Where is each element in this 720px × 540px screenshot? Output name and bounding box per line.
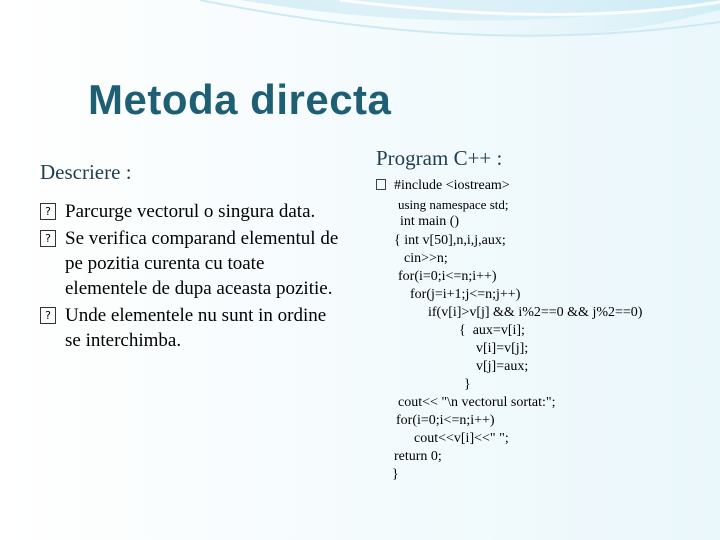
- box-bullet-icon: ?: [40, 203, 56, 220]
- code-line: for(i=0;i<=n;i++): [396, 413, 495, 428]
- box-bullet-icon: ?: [40, 307, 56, 324]
- code-line: using namespace std;: [398, 197, 509, 212]
- code-line: for(j=i+1;j<=n;j++): [410, 287, 521, 302]
- code-line: v[j]=aux;: [476, 359, 529, 374]
- code-line: { int v[50],n,i,j,aux;: [394, 233, 506, 248]
- code-line: int main (): [400, 214, 460, 229]
- description-heading: Descriere :: [40, 160, 132, 184]
- code-line: cout<< "\n vectorul sortat:";: [398, 395, 556, 410]
- code-line: v[i]=v[j];: [476, 341, 529, 356]
- code-line: if(v[i]>v[j] && i%2==0 && j%2==0): [428, 305, 643, 320]
- code-line: cin>>n;: [404, 251, 448, 266]
- code-line: cout<<v[i]<<" ";: [414, 431, 509, 446]
- bullet-text: Parcurge vectorul o singura data.: [65, 201, 316, 222]
- slide-title: Metoda directa: [88, 76, 392, 123]
- code-line: return 0;: [394, 449, 442, 464]
- code-line: }: [392, 467, 399, 482]
- code-line: { aux=v[i];: [459, 323, 525, 338]
- code-line: for(i=0;i<=n;i++): [398, 269, 497, 284]
- include-text: #include <iostream>: [394, 178, 510, 193]
- box-bullet-icon: ?: [40, 230, 56, 247]
- bullet-text: Se verifica comparand elementul de pe pozitia curenta cu toate elementele de dupa aceasta pozitie.: [65, 228, 339, 299]
- program-heading: Program C++ :: [376, 146, 503, 170]
- code-line: }: [464, 377, 471, 392]
- bullet-text: Unde elementele nu sunt in ordine se interchimba.: [65, 305, 327, 351]
